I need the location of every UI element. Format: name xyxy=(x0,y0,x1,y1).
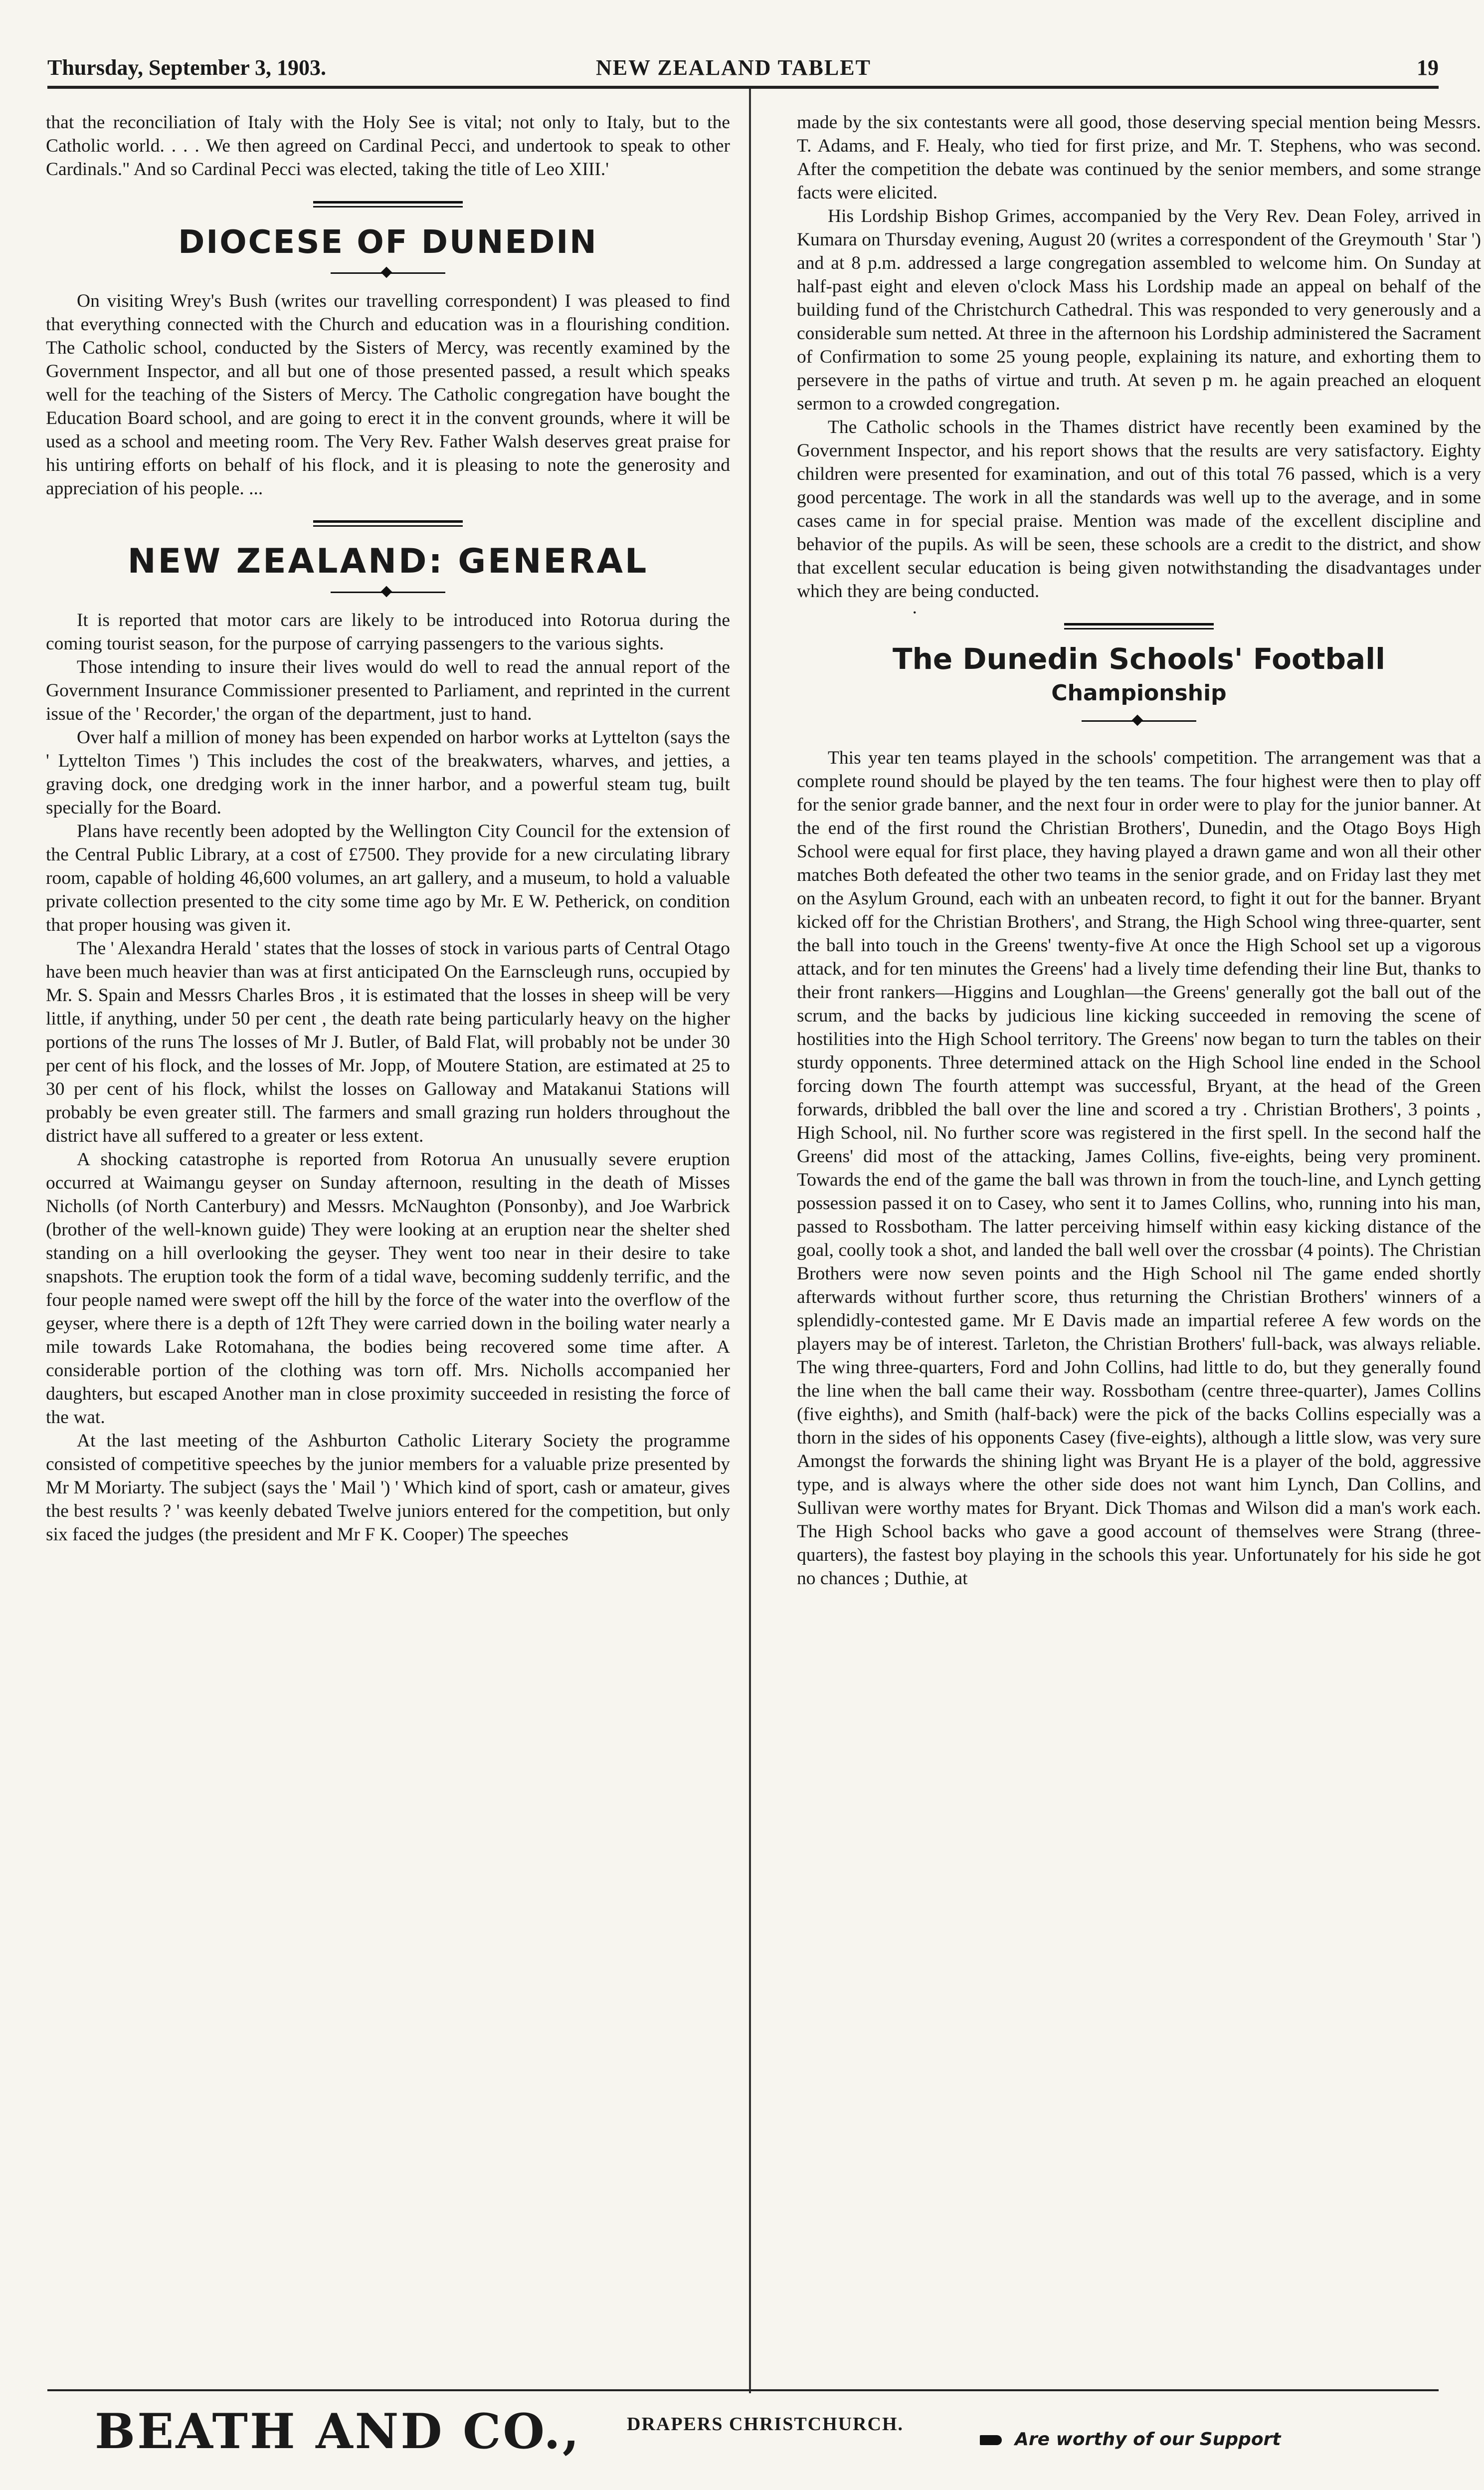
continued-paragraph: made by the six contestants were all good, those deserving special mention being Messrs. T. Adams, and F. Healy, who tied for first prize, and Mr. T. Stephens, who was second. After the competition the debate was continued by the senior members, and some strange facts were elicited. xyxy=(797,112,1481,203)
section-separator xyxy=(313,201,463,208)
page-header xyxy=(47,55,1439,90)
section-heading-dunedin: DIOCESE OF DUNEDIN xyxy=(178,224,598,261)
section-subheading-football: Championship xyxy=(1051,680,1227,706)
intro-paragraph: that the reconciliation of Italy with the Holy See is vital; not only to Italy, but to the Catholic world. . . . We then agreed on Cardinal Pecci, and undertook to speak to other Cardinals." And so Cardinal Pecci was elected, taking the title of Leo XIII.' xyxy=(46,112,730,180)
dunedin-paragraph: On visiting Wrey's Bush (writes our travelling correspondent) I was pleased to find that everything connected with the Church and education was in a flourishing condition. The Catholic school, conducted by the Sisters of Mercy, was recently examined by the Government Inspector, and all but one of those presented passed, a result which speaks well for the teaching of the Sisters of Mercy. The Catholic congregation have bought the Education Board school, and are going to erect it in the convent grounds, where it will be used as a school and meeting room. The Very Rev. Father Walsh deserves great praise for his untiring efforts on behalf of his flock, and it is pleasing to note the generosity and appreciation of his people. ... xyxy=(46,291,730,499)
section-heading-football: The Dunedin Schools' Football xyxy=(893,642,1385,676)
left-column xyxy=(46,111,730,1546)
advertisement-footer xyxy=(47,2403,1439,2463)
column-divider xyxy=(749,89,751,2393)
general-paragraph: A shocking catastrophe is reported from Rotorua An unusually severe eruption occurred at Waimangu geyser on Sunday afternoon, resulting in the death of Misses Nicholls (of North Canterbury) and Messrs. McNaughton (Ponsonby), and Joe Warbrick (brother of the well-known guide) They were looking at an eruption near the shelter shed standing on a hill overlooking the geyser. They went too near in their desire to take snapshots. The eruption took the form of a tidal wave, becoming suddenly terrific, and the four people named were swept off the hill by the force of the water into the overflow of the geyser, where there is a depth of 12ft They were carried down in the boiling water nearly a mile towards Lake Rotomahana, the bodies being recovered some time after. A considerable portion of the clothing was torn off. Mrs. Nicholls accompanied her daughters, but escaped Another man in close proximity succeeded in resisting the force of the wat. xyxy=(46,1149,730,1428)
section-separator xyxy=(313,520,463,527)
general-paragraph: At the last meeting of the Ashburton Catholic Literary Society the programme consisted of competitive speeches by the junior members for a valuable prize presented by Mr M Moriarty. The subject (says the ' Mail ') ' Which kind of sport, cash or amateur, gives the best results ? ' was keenly debated Twelve juniors entered for the competition, but only six faced the judges (the president and Mr F K. Cooper) The speeches xyxy=(46,1431,730,1545)
pointing-hand-icon xyxy=(980,2435,1002,2445)
general-paragraph: Those intending to insure their lives would do well to read the annual report of the Government Insurance Commissioner presented to Parliament, and reprinted in the current issue of the ' Recorder,' the organ of the department, just to hand. xyxy=(46,657,730,724)
section-separator xyxy=(1064,623,1214,629)
advertiser-location: DRAPERS CHRISTCHURCH. xyxy=(627,2414,904,2435)
diamond-rule xyxy=(331,587,445,598)
footer-rule xyxy=(47,2389,1439,2391)
football-paragraph: This year ten teams played in the schools' competition. The arrangement was that a complete round should be played by the ten teams. The four highest were then to play off for the senior grade banner, and the next four in order were to play for the junior banner. At the end of the first round the Christian Brothers', Dunedin, and the Otago Boys High School were equal for first place, they having played a drawn game and won all their other matches Both defeated the other two teams in the senior grade, and on Friday last they met on the Asylum Ground, each with an unbeaten record, to fight it out for the banner. Bryant kicked off for the Christian Brothers', and Strang, the High School wing three-quarter, sent the ball into touch in the Greens' twenty-five At once the High School set up a vigorous attack, and for ten minutes the Greens' had a lively time defending their line But, thanks to their front rankers—Higgins and Loughlan—the Greens' generally got the ball out of the scrum, and the backs by judicious line kicking succeeded in removing the scene of hostilities into the High School territory. The Greens' now began to turn the tables on their sturdy opponents. Three determined attack on the High School line ended in the School forcing down The fourth attempt was successful, Bryant, at the head of the Green forwards, dribbled the ball over the line and scored a try . Christian Brothers', 3 points , High School, nil. No further score was registered in the first spell. In the second half the Greens' did most of the attacking, James Collins, five-eights, being very prominent. Towards the end of the game the ball was thrown in from the touch-line, and Lynch getting possession passed it on to Casey, who sent it to James Collins, who, running into his man, passed to Rossbotham. The latter perceiving himself within easy kicking distance of the goal, coolly took a shot, and landed the ball well over the crossbar (4 points). The Christian Brothers were now seven points and the High School nil The game ended shortly afterwards without further score, thus returning the Christian Brothers' winners of a splendidly-contested game. Mr E Davis made an impartial referee A few words on the players may be of interest. Tarleton, the Christian Brothers' full-back, was always reliable. The wing three-quarters, Ford and John Collins, had little to do, but they generally found the line when the ball came their way. Rossbotham (centre three-quarter), James Collins (five eighths), and Smith (half-back) were the pick of the backs Collins especially was a thorn in the sides of his opponents Casey (five-eights), although a little slow, was very sure Amongst the forwards the shining light was Bryant He is a player of the bold, aggressive type, and is always where the other side does not want him Lynch, Dan Collins, and Sullivan were worthy mates for Bryant. Dick Thomas and Wilson did a man's work each. The High School backs who gave a good account of themselves were Strang (three-quarters), the fastest boy playing in the schools this year. Unfortunately for his side he got no chances ; Duthie, at xyxy=(797,748,1481,1589)
advertiser-name: BEATH AND CO., xyxy=(95,2403,581,2460)
general-paragraph: It is reported that motor cars are likely to be introduced into Rotorua during the coming tourist season, for the purpose of carrying passengers to the various sights. xyxy=(46,610,730,654)
diamond-rule xyxy=(331,267,445,278)
advertiser-slogan xyxy=(980,2429,1281,2450)
news-paragraph: His Lordship Bishop Grimes, accompanied by the Very Rev. Dean Foley, arrived in Kumara on Thursday evening, August 20 (writes a correspondent of the Greymouth ' Star ') and at 8 p.m. addressed a large congregation assembled to welcome him. On Sunday at half-past eight and eleven o'clock Mass his Lordship made an appeal on behalf of the building fund of the Christchurch Cathedral. This was responded to very generously and a considerable sum netted. At three in the afternoon his Lordship administered the Sacrament of Confirmation to some 25 young people, explaining its nature, and exhorting them to persevere in the paths of virtue and truth. At seven p m. he again preached an eloquent sermon to a crowded congregation. xyxy=(797,206,1481,414)
slogan-text: Are worthy of our Support xyxy=(1015,2429,1281,2450)
news-paragraph: The Catholic schools in the Thames district have recently been examined by the Government Inspector, and his report shows that the results are very satisfactory. Eighty children were presented for examination, and out of this total 76 passed, which is a very good percentage. The work in all the standards was well up to the average, and in some cases came in for special praise. Mention was made of the excellent discipline and behavior of the pupils. As will be seen, these schools are a credit to the district, and show that excellent secular education is being given notwithstanding the disadvantages under which they are being conducted. xyxy=(797,417,1481,602)
issue-date: Thursday, September 3, 1903. xyxy=(47,55,327,80)
section-heading-general: NEW ZEALAND: GENERAL xyxy=(127,542,649,581)
header-rule xyxy=(47,86,1439,89)
page-number: 19 xyxy=(1417,55,1439,80)
right-column xyxy=(797,111,1481,1590)
stray-mark: · xyxy=(912,603,918,623)
general-paragraph: Plans have recently been adopted by the Wellington City Council for the extension of the Central Public Library, at a cost of £7500. They provide for a new circulating library room, capable of holding 46,600 volumes, an art gallery, and a museum, to hold a valuable private collection presented to the city some time ago by Mr. E W. Petherick, on condition that proper housing was given it. xyxy=(46,821,730,935)
newspaper-title: NEW ZEALAND TABLET xyxy=(596,55,871,80)
diamond-rule xyxy=(1082,715,1196,726)
general-paragraph: Over half a million of money has been expended on harbor works at Lyttelton (says the ' Lyttelton Times ') This includes the cost of the breakwaters, wharves, and jetties, a graving dock, one dredging work in the inner harbor, and a powerful steam tug, built specially for the Board. xyxy=(46,727,730,818)
general-paragraph: The ' Alexandra Herald ' states that the losses of stock in various parts of Central Otago have been much heavier than was at first anticipated On the Earnscleugh runs, occupied by Mr. S. Spain and Messrs Charles Bros , it is estimated that the losses in sheep will be very little, if anything, under 50 per cent , the death rate being particularly heavy on the higher portions of the runs The losses of Mr J. Butler, of Bald Flat, will probably not be under 30 per cent of his flock, and the losses of Mr. Jopp, of Moutere Station, are estimated at 25 to 30 per cent of his flock, whilst the losses on Galloway and Matakanui Stations will probably be even greater still. The farmers and small grazing run holders throughout the district have all suffered to a greater or less extent. xyxy=(46,938,730,1146)
